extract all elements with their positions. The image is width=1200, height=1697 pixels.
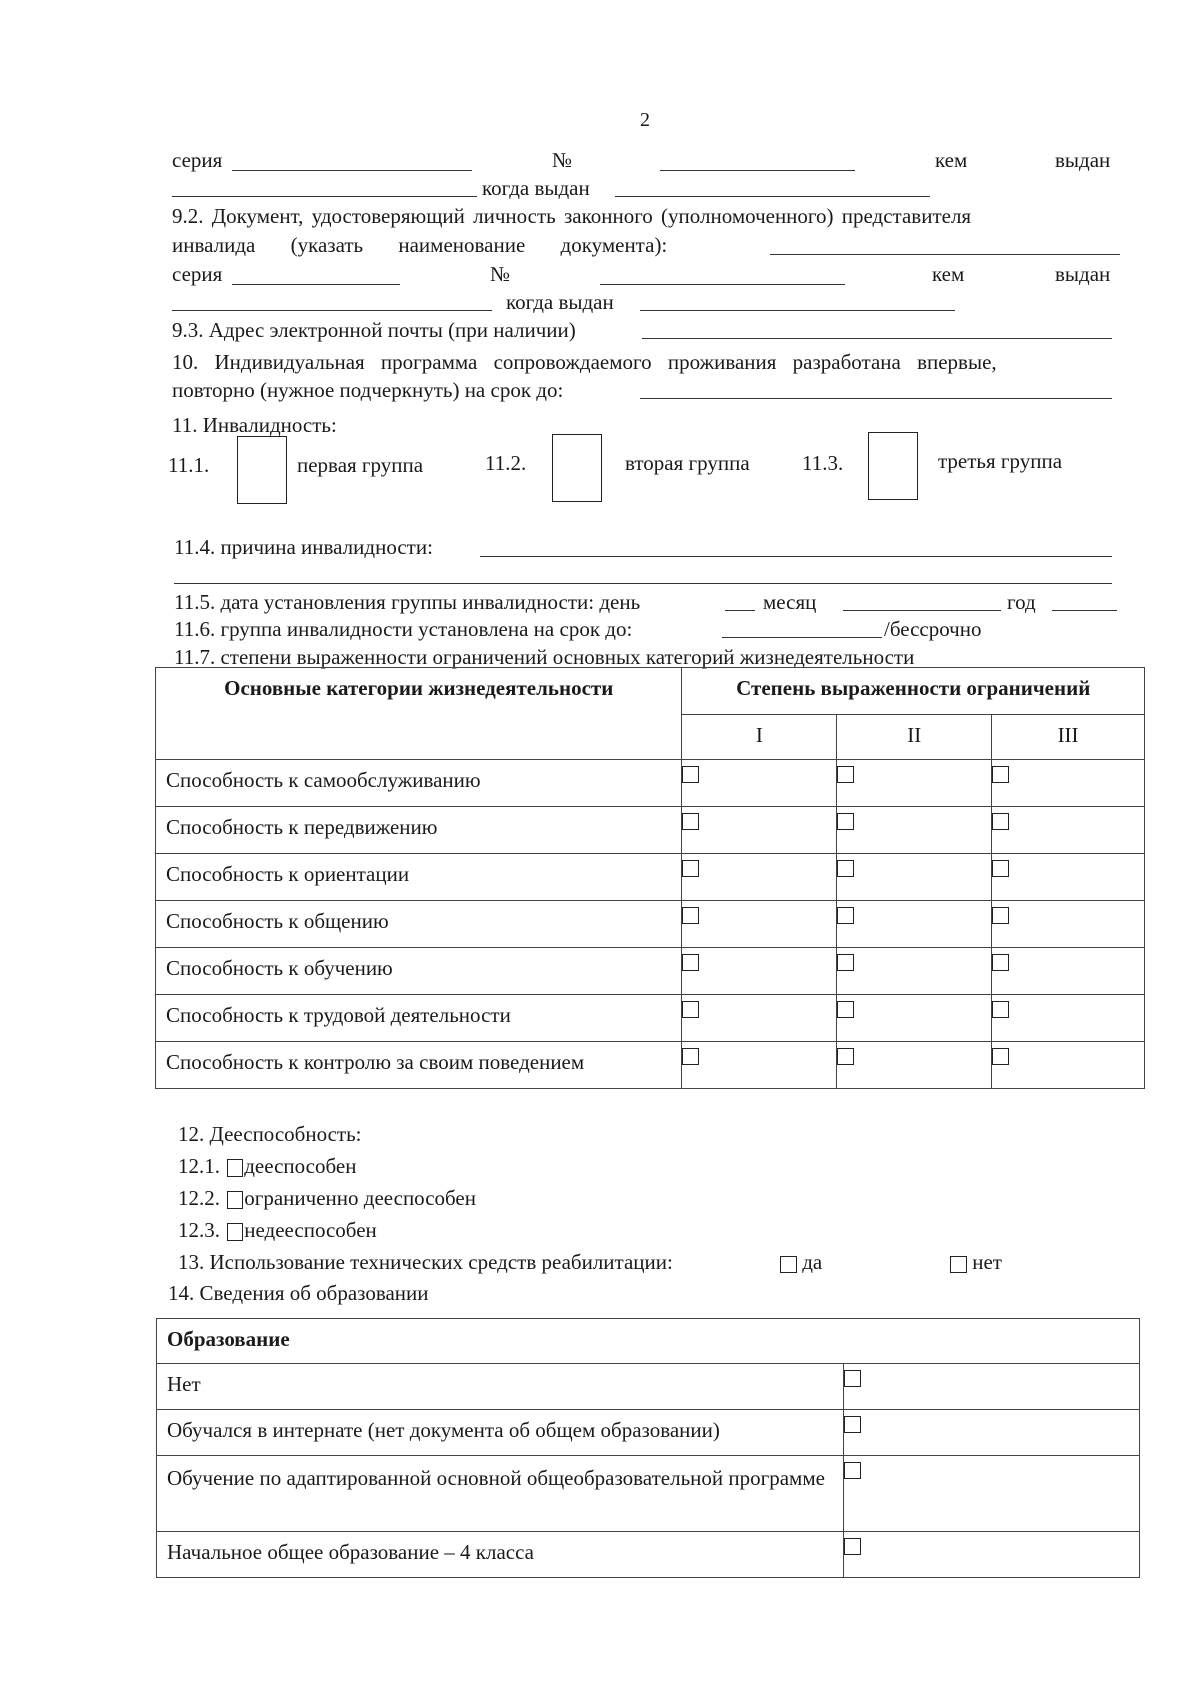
table-row: [157, 1364, 1140, 1410]
issued-when-label: когда выдан: [482, 176, 590, 200]
row-label: Способность к общению: [166, 909, 389, 933]
page-number: 2: [640, 109, 650, 131]
education-table: [156, 1318, 1140, 1578]
cause-label: 11.4. причина инвалидности:: [174, 535, 433, 559]
limitations-table: [155, 667, 1145, 1089]
capacity-option-2: 12.2. ограниченно дееспособен: [178, 1186, 476, 1210]
capacity-title: 12. Дееспособность:: [178, 1122, 362, 1146]
group-1-label: первая группа: [297, 453, 424, 477]
table-row: [156, 995, 1145, 1042]
rehab-no-checkbox[interactable]: [950, 1256, 967, 1273]
checkbox[interactable]: [992, 1048, 1009, 1065]
cause-field-2[interactable]: [174, 583, 1112, 584]
table-row: [156, 760, 1145, 807]
category-header: Основные категории жизнедеятельности: [156, 668, 682, 760]
number-field-2[interactable]: [600, 284, 845, 285]
checkbox[interactable]: [844, 1538, 861, 1555]
capacity-2-checkbox[interactable]: [227, 1191, 243, 1209]
checkbox[interactable]: [837, 813, 854, 830]
group-3-checkbox[interactable]: [868, 432, 918, 500]
group-2-num: 11.2.: [485, 451, 527, 475]
education-header: Образование: [157, 1319, 1140, 1364]
row-label: Способность к трудовой деятельности: [166, 1003, 511, 1027]
table-row: [156, 1042, 1145, 1089]
number-field[interactable]: [660, 170, 855, 171]
checkbox[interactable]: [992, 954, 1009, 971]
row-label: Способность к ориентации: [166, 862, 410, 886]
rehab-means-label: 13. Использование технических средств реабилитации:: [178, 1250, 673, 1274]
row-label: Способность к передвижению: [166, 815, 438, 839]
checkbox[interactable]: [992, 860, 1009, 877]
degree-3-header: III: [992, 715, 1145, 760]
number-label: №: [552, 148, 573, 172]
checkbox[interactable]: [682, 860, 699, 877]
row-label: Начальное общее образование – 4 класса: [167, 1540, 534, 1564]
capacity-option-1: 12.1. дееспособен: [178, 1154, 357, 1178]
cause-field[interactable]: [480, 556, 1112, 557]
checkbox[interactable]: [844, 1416, 861, 1433]
table-row: [156, 807, 1145, 854]
month-field[interactable]: [843, 610, 1001, 611]
term-label: 11.6. группа инвалидности установлена на срок до:: [174, 617, 633, 641]
checkbox[interactable]: [837, 1048, 854, 1065]
series-label-2: серия: [172, 262, 223, 286]
checkbox[interactable]: [682, 1001, 699, 1018]
rehab-yes-option: да: [780, 1252, 822, 1273]
day-field[interactable]: [725, 610, 755, 611]
issued-when-field-2[interactable]: [640, 310, 955, 311]
rehab-no-option: нет: [950, 1252, 1002, 1273]
date-label: 11.5. дата установления группы инвалидности: день: [174, 590, 641, 614]
checkbox[interactable]: [844, 1370, 861, 1387]
row-label: Способность к обучению: [166, 956, 393, 980]
issued-by-label-2: выдан: [1055, 148, 1111, 172]
checkbox[interactable]: [992, 907, 1009, 924]
checkbox[interactable]: [682, 1048, 699, 1065]
row-label: Способность к самообслуживанию: [166, 768, 481, 792]
capacity-3-checkbox[interactable]: [227, 1223, 243, 1241]
series-field[interactable]: [232, 170, 472, 171]
email-field[interactable]: [642, 338, 1112, 339]
checkbox[interactable]: [837, 907, 854, 924]
group-2-label: вторая группа: [625, 451, 750, 475]
section-10-text: 10. Индивидуальная программа сопровождаемого проживания разработана впервые,: [172, 350, 997, 374]
issued-by-label-3: кем: [932, 262, 965, 286]
program-term-field[interactable]: [640, 398, 1112, 399]
checkbox[interactable]: [682, 766, 699, 783]
representative-doc-field[interactable]: [770, 254, 1120, 255]
checkbox[interactable]: [682, 954, 699, 971]
series-label: серия: [172, 148, 223, 172]
table-row: [157, 1532, 1140, 1578]
term-field[interactable]: [722, 637, 882, 638]
email-label: 9.3. Адрес электронной почты (при наличии): [172, 318, 576, 342]
checkbox[interactable]: [844, 1462, 861, 1479]
disability-title: 11. Инвалидность:: [172, 413, 337, 437]
issued-by-label-4: выдан: [1055, 262, 1111, 286]
indefinite-label: /бессрочно: [884, 617, 982, 641]
issued-by-field-2[interactable]: [172, 310, 492, 311]
degree-2-header: II: [837, 715, 992, 760]
checkbox[interactable]: [992, 766, 1009, 783]
group-1-num: 11.1.: [168, 453, 210, 477]
section-9-2-text-2: инвалида (указать наименование документа):: [172, 233, 668, 257]
checkbox[interactable]: [682, 907, 699, 924]
table-row: [157, 1410, 1140, 1456]
row-label: Обучался в интернате (нет документа об общем образовании): [167, 1418, 720, 1442]
row-label: Способность к контролю за своим поведением: [166, 1050, 585, 1074]
series-field-2[interactable]: [232, 284, 400, 285]
row-label: Обучение по адаптированной основной общеобразовательной программе: [167, 1466, 825, 1490]
year-field[interactable]: [1052, 610, 1117, 611]
degrees-label: 11.7. степени выраженности ограничений основных категорий жизнедеятельности: [174, 645, 915, 669]
number-label-2: №: [490, 262, 511, 286]
table-row: [157, 1456, 1140, 1532]
month-label: месяц: [763, 590, 817, 614]
group-2-checkbox[interactable]: [552, 434, 602, 502]
rehab-yes-checkbox[interactable]: [780, 1256, 797, 1273]
checkbox[interactable]: [682, 813, 699, 830]
checkbox[interactable]: [837, 860, 854, 877]
issued-when-field[interactable]: [615, 196, 930, 197]
issued-by-label: кем: [935, 148, 968, 172]
education-title: 14. Сведения об образовании: [168, 1281, 429, 1305]
table-row: [156, 854, 1145, 901]
checkbox[interactable]: [837, 766, 854, 783]
issued-by-field[interactable]: [172, 196, 477, 197]
group-3-num: 11.3.: [802, 451, 844, 475]
group-3-label: третья группа: [938, 449, 1063, 473]
year-label: год: [1007, 590, 1036, 614]
checkbox[interactable]: [992, 1001, 1009, 1018]
group-1-checkbox[interactable]: [237, 436, 287, 504]
table-row: [156, 948, 1145, 995]
table-row: [156, 901, 1145, 948]
checkbox[interactable]: [992, 813, 1009, 830]
row-label: Нет: [167, 1372, 201, 1396]
checkbox[interactable]: [837, 1001, 854, 1018]
section-9-2-text: 9.2. Документ, удостоверяющий личность законного (уполномоченного) представителя: [172, 204, 972, 228]
capacity-1-checkbox[interactable]: [227, 1159, 243, 1177]
capacity-option-3: 12.3. недееспособен: [178, 1218, 377, 1242]
section-10-text-2: повторно (нужное подчеркнуть) на срок до:: [172, 378, 564, 402]
checkbox[interactable]: [837, 954, 854, 971]
issued-when-label-2: когда выдан: [506, 290, 614, 314]
degree-header: Степень выраженности ограничений: [682, 668, 1145, 715]
degree-1-header: I: [682, 715, 837, 760]
